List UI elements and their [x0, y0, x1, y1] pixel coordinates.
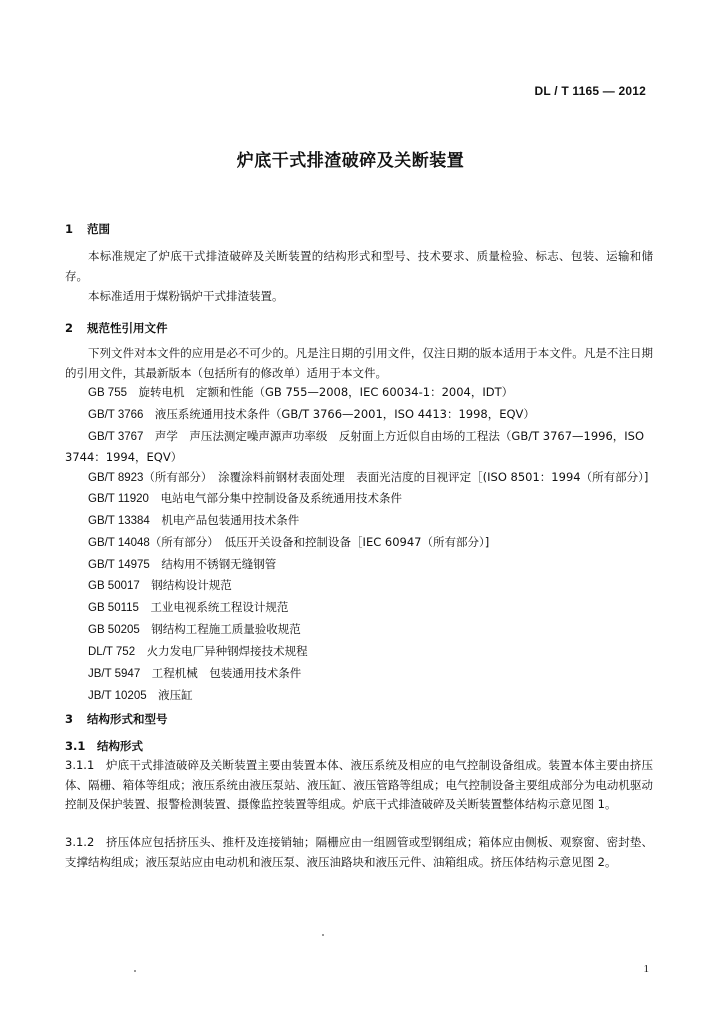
reference-item — [88, 404, 653, 426]
reference-list — [65, 382, 653, 707]
reference-item — [88, 488, 653, 510]
reference-code: GB/T 13384 — [88, 514, 150, 527]
subsection-title: 结构形式 — [97, 739, 143, 753]
section-heading-normative-refs — [65, 320, 168, 336]
scan-speck — [134, 970, 136, 972]
reference-item — [88, 663, 653, 685]
reference-title: 电站电气部分集中控制设备及系统通用技术条件 — [160, 490, 402, 505]
document-title: 炉底干式排渣破碎及关断装置 — [236, 151, 465, 171]
reference-item — [88, 641, 653, 663]
section-number: 2 — [65, 321, 74, 335]
reference-code: GB/T 3767 — [88, 430, 144, 443]
clause-3-1-2 — [65, 833, 653, 872]
reference-title: 旋转电机 定额和性能（GB 755—2008，IEC 60034-1：2004，IDT） — [138, 385, 514, 399]
reference-title: 机电产品包装通用技术条件 — [161, 512, 300, 527]
reference-code: GB/T 11920 — [88, 492, 149, 505]
page-number: 1 — [643, 963, 649, 975]
reference-item — [65, 426, 653, 467]
clause-3-1-1 — [65, 756, 653, 815]
section-number: 1 — [65, 222, 74, 236]
subsection-number: 3.1 — [65, 739, 86, 753]
subsection-heading-structure-form — [65, 738, 143, 754]
reference-item — [88, 510, 653, 532]
clause-text: 挤压体应包括挤压头、推杆及连接销轴；隔栅应由一组圆管或型钢组成；箱体应由侧板、观察窗、密封垫、支撑结构组成；液压泵站应由电动机和液压泵、液压油路块和液压元件、油箱组成。挤压体结构示意见图 2。 — [65, 835, 653, 869]
reference-item — [88, 532, 653, 554]
reference-code: GB/T 14975 — [88, 558, 150, 571]
section-title: 规范性引用文件 — [87, 321, 168, 335]
reference-title: 工程机械 包装通用技术条件 — [151, 666, 302, 681]
section-heading-scope — [65, 221, 110, 237]
reference-code: GB/T 14048（所有部分） — [88, 536, 214, 549]
reference-item — [88, 382, 653, 404]
reference-code: JB/T 5947 — [88, 668, 141, 681]
reference-title: 工业电视系统工程设计规范 — [150, 600, 289, 615]
section-heading-structure — [65, 711, 168, 727]
reference-item — [65, 467, 653, 488]
reference-title: 液压系统通用技术条件（GB/T 3766—2001，ISO 4413：1998，EQV） — [154, 406, 535, 421]
section-title: 范围 — [87, 222, 110, 236]
reference-title: 低压开关设备和控制设备［IEC 60947（所有部分）] — [224, 534, 490, 549]
reference-title: 液压缸 — [158, 687, 193, 702]
section-title: 结构形式和型号 — [87, 712, 168, 726]
clause-text: 炉底干式排渣破碎及关断装置主要由装置本体、液压系统及相应的电气控制设备组成。装置本体主要由挤压体、隔栅、箱体等组成；液压系统由液压泵站、液压缸、液压管路等组成；电气控制设备主要组成部分为电动机驱动控制及保护装置、报警检测装置、摄像监控装置等组成。炉底干式排渣破碎及关断装置整体结构示意见图 1。 — [65, 758, 653, 811]
reference-code: GB 50115 — [88, 602, 139, 615]
clause-number: 3.1.1 — [65, 758, 95, 772]
reference-item — [88, 685, 653, 707]
reference-code: GB/T 3766 — [88, 408, 144, 421]
reference-title: 钢结构工程施工质量验收规范 — [151, 622, 301, 637]
reference-code: GB 50017 — [88, 580, 140, 593]
reference-title: 声学 声压法测定噪声源声功率级 反射面上方近似自由场的工程法（GB/T 3767—1996，ISO 3744：1994，EQV） — [65, 428, 645, 464]
scan-speck — [322, 934, 324, 936]
standard-code: DL / T 1165 — 2012 — [534, 84, 646, 98]
scope-paragraph-2: 本标准适用于煤粉锅炉干式排渣装置。 — [88, 289, 284, 303]
reference-title: 火力发电厂异种钢焊接技术规程 — [146, 644, 308, 659]
reference-code: GB 755 — [88, 387, 127, 399]
reference-title: 结构用不锈钢无缝钢管 — [161, 556, 277, 571]
reference-title: 钢结构设计规范 — [151, 578, 232, 593]
section-number: 3 — [65, 712, 74, 726]
reference-code: DL/T 752 — [88, 646, 136, 659]
reference-item — [88, 619, 653, 641]
scope-paragraph-1: 本标准规定了炉底干式排渣破碎及关断装置的结构形式和型号、技术要求、质量检验、标志、包装、运输和储存。 — [65, 249, 653, 283]
reference-item — [88, 575, 653, 597]
normative-refs-intro: 下列文件对本文件的应用是必不可少的。凡是注日期的引用文件，仅注日期的版本适用于本文件。凡是不注日期的引用文件，其最新版本（包括所有的修改单）适用于本文件。 — [65, 346, 653, 380]
reference-code: GB/T 8923（所有部分） — [88, 471, 207, 484]
reference-code: GB 50205 — [88, 624, 140, 637]
reference-item — [88, 554, 653, 576]
reference-code: JB/T 10205 — [88, 689, 147, 702]
reference-title: 涂覆涂料前钢材表面处理 表面光洁度的目视评定［(ISO 8501：1994（所有部分）] — [218, 469, 649, 484]
clause-number: 3.1.2 — [65, 835, 95, 849]
reference-item — [88, 597, 653, 619]
